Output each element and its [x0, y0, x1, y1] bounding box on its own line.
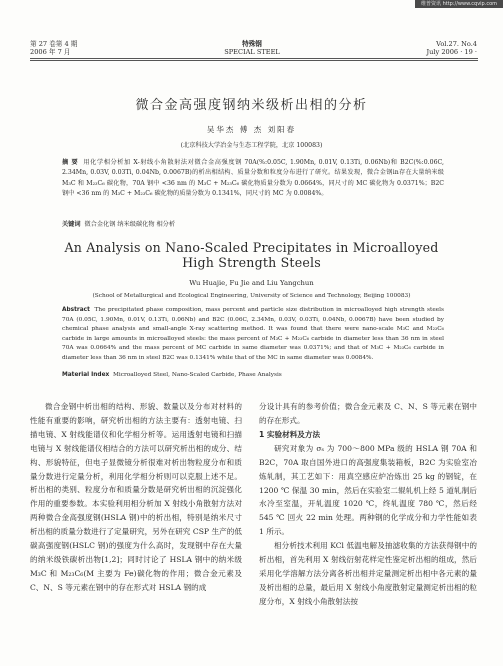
body-right-column	[259, 400, 477, 662]
abstract-en-label: Abstract	[62, 307, 90, 313]
header-rule-2	[30, 60, 478, 61]
keywords-zh-text: 微合金化钢 纳米级碳化物 相分析	[84, 221, 176, 228]
keywords-en	[62, 370, 444, 380]
affiliation-zh: (北京科技大学冶金与生态工程学院，北京 100083)	[180, 142, 323, 149]
keywords-en-text: Microalloyed Steel, Nano-Scaled Carbide, Phase Analysis	[112, 372, 282, 378]
affiliation-en: (School of Metallurgical and Ecological Engineering, University of Science and Technology, Beijing 100083)	[92, 293, 411, 299]
title-zh: 微合金高强度钢纳米级析出相的分析	[135, 98, 368, 113]
abstract-zh-text: 用化学相分析加 X-射线小角散射法对微合金高强度钢 70A(%:0.05C, 1.90Mn, 0.01V, 0.13Ti, 0.06Nb)和 B2C(%:0.06C, 2.34Mn, 0.03V, 0.03Ti, 0.04Nb, 0.0067B)的析出相结构、质量分数和粒度分布进行了研究。结果发现，微合金钢in存在大量纳米级 M₃C 和 M₂₃C₆ 碳化物，70A 钢中 <36 nm 的 M₃C + M₂₃C₆ 碳化物质量分数为 0.0664%，同尺寸的 MC 碳化物为 0.0371%；B2C 钢中 <36 nm 的 M₃C + M₂₃C₆ 碳化物的质量分数为 0.1341%，同尺寸的 MC 为 0.0084%。	[62, 159, 444, 198]
abstract-en-text: The precipitated phase composition, mass percent and particle size distribution in microalloyed high strength steels 70A (0.05C, 1.90Mn, 0.01V, 0.13Ti, 0.06Nb) and B2C (0.06C, 2.34Mn, 0.03V, 0.03Ti, 0.04Nb, 0.0067B) have been studied by chemical phase analysis and small-angle X-ray scattering method. It was found that there were nano-scale M₃C and M₂₃C₆ carbide in large amounts in microalloyed steels: the mass percent of M₃C + M₂₃C₆ carbide in diameter less than 36 nm in steel 70A was 0.0664% and the mass percent of MC carbide in same diameter was 0.0371%; and that of M₃C + M₂₃C₆ carbide in diameter less than 36 nm in steel B2C was 0.1341% while that of the MC in same diameter was 0.0084%.	[62, 307, 445, 361]
header-date-zh: 2006 年 7 月	[30, 48, 71, 56]
body-right-paragraph-2: 研究对象为 σₛ 为 700～800 MPa 级的 HSLA 钢 70A 和 B2C，70A 取自国外进口的高强度集装箱板，B2C 为实验室冶炼轧制，其工艺如下：用真空感应炉冶炼出 25 kg 的钢锭，在 1200 ℃ 保温 30 min，然后在实验室二辊轧机上经 5 道轧制后水冷至室温，开轧温度 1020 ℃，终轧温度 780 ℃，然后经 545 ℃ 回火 22 min 处理。两种钢的化学成分和力学性能如表 1 所示。	[259, 443, 477, 537]
keywords-zh	[62, 220, 444, 230]
header-volume-zh: 第 27 卷第 4 期	[30, 40, 78, 48]
abstract-en	[62, 306, 444, 364]
header-journal-zh: 特殊钢	[242, 40, 262, 48]
title-en	[0, 240, 503, 270]
authors-en: Wu Huajie, Fu Jie and Liu Yangchun	[189, 279, 314, 287]
title-en-line2: High Strength Steels	[182, 255, 321, 270]
header-date-en: July 2006 · 19 ·	[426, 48, 477, 56]
body-right-paragraph-3: 相分析技术利用 KCl 低温电解及抽滤收集的方法获得钢中的析出相，首先利用 X 射线衍射花样定性鉴定析出相的组成，然后采用化学溶解方法分离各析出相并定量测定析出相中各元素的量及析出相的总量，最后用 X 射线小角度散射定量测定析出相的粒度分布，X 射线小角散射法按	[259, 541, 477, 606]
header-center	[190, 40, 314, 56]
section-heading-1: 1 实验材料及方法	[259, 429, 321, 439]
header-rule	[30, 58, 478, 59]
body-right-paragraph-1: 分设计具有的参考价值；微合金元素及 C、N、S 等元素在钢中的存在形式。	[259, 402, 477, 425]
keywords-zh-label: 关键词	[62, 221, 81, 228]
title-en-line1: An Analysis on Nano-Scaled Precipitates in Microalloyed	[64, 240, 439, 255]
header-journal-en: SPECIAL STEEL	[224, 48, 280, 56]
body-left-paragraph: 微合金钢中析出相的结构、形貌、数量以及分布对材料的性能有重要的影响，研究析出相的方法主要有：透射电镜、扫描电镜、X 射线能谱仪和化学相分析等。运用透射电镜和扫描电镜与 X 射线能谱仪相结合的方法可以研究析出相的成分、结构、形貌特征，但电子显微镜分析很难对析出物粒度分布和质量分数进行定量分析，利用化学相分析则可以克服上述不足。析出相的类别、粒度分布和质量分数是研究析出相的沉淀强化作用的重要参数。本实验利用相分析加 X 射线小角散射方法对两种微合金高强度钢(HSLA 钢)中的析出相，特别是纳米尺寸析出相的质量分数进行了定量研究，另外在研究 CSP 生产的低碳高强度钢(HSLC 钢)的强度为什么高时，发现钢中存在大量的纳米级铁碳析出物[1,2]；同时讨论了 HSLA 钢中的纳米级 M₃C 和 M₂₃C₆(M 主要为 Fe)碳化物的作用；微合金元素及 C、N、S 等元素在钢中的存在形式对 HSLA 钢的成	[30, 402, 242, 592]
watermark: 维普资讯 http://www.cqvip.com	[415, 0, 503, 8]
keywords-en-label: Material Index	[62, 372, 110, 378]
abstract-zh-label: 摘 要	[62, 159, 79, 166]
header-right	[427, 40, 477, 56]
abstract-zh	[62, 158, 444, 200]
header-left	[30, 40, 77, 56]
header-volume-en: Vol.27. No.4	[436, 40, 477, 48]
authors-zh: 吴华杰 傅 杰 刘阳春	[206, 125, 297, 134]
body-left-column	[30, 400, 242, 662]
